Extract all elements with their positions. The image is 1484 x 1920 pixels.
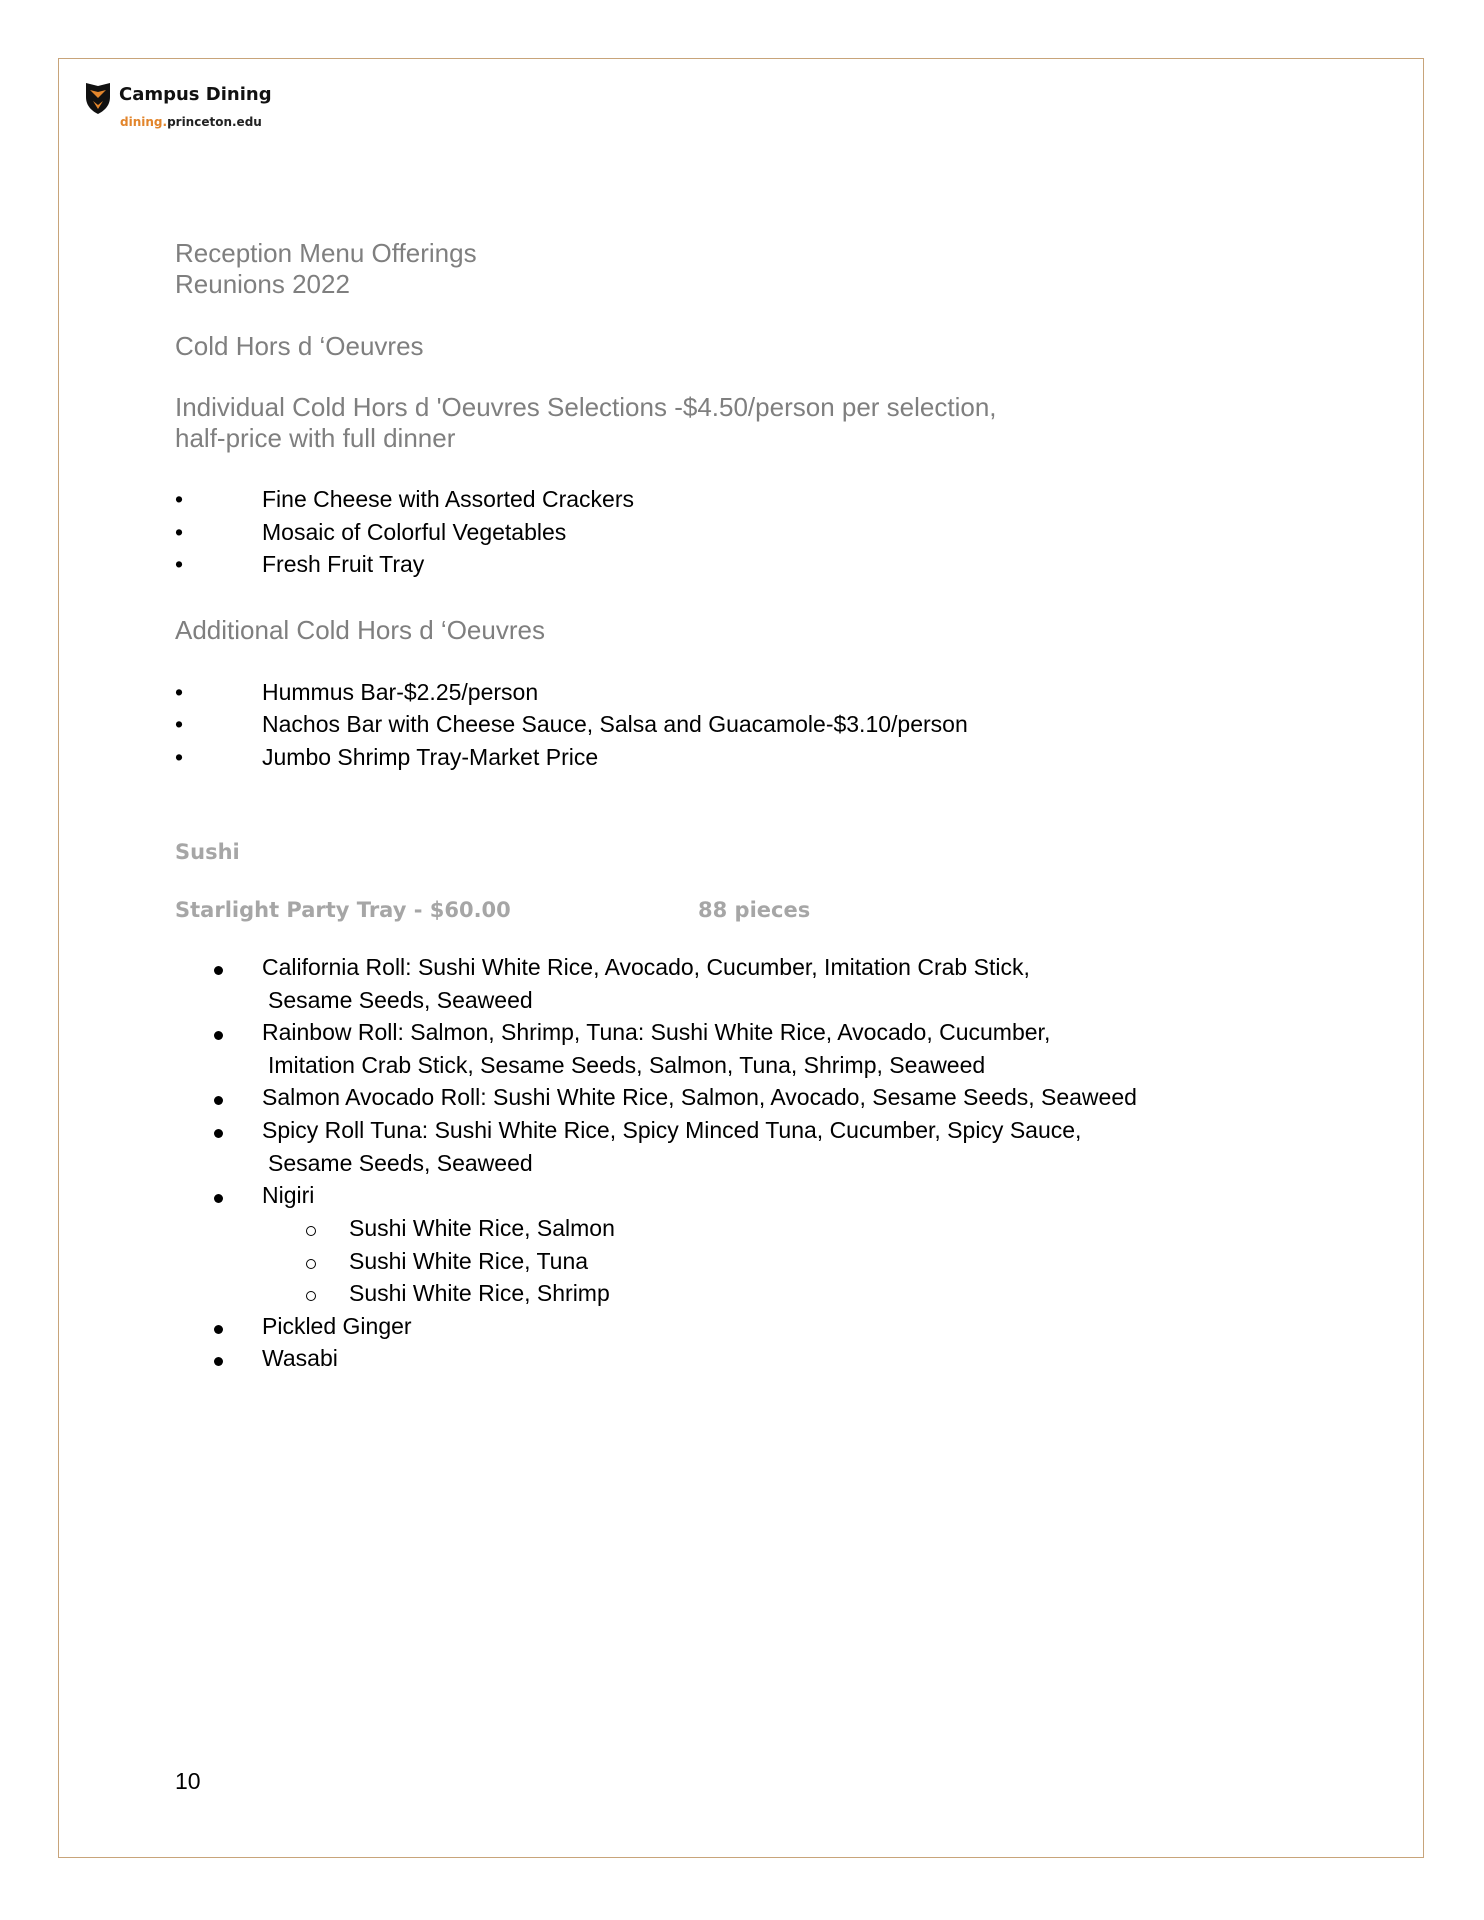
list-item: Fresh Fruit Tray [262, 551, 425, 577]
list-item: Jumbo Shrimp Tray-Market Price [262, 744, 599, 770]
logo-brand-text: Campus Dining [119, 84, 272, 105]
list-item: Spicy Roll Tuna: Sushi White Rice, Spicy Minced Tuna, Cucumber, Spicy Sauce, [262, 1117, 1082, 1143]
list-item: Nigiri [262, 1182, 315, 1208]
bullet-icon [214, 1357, 223, 1366]
bullet-icon: • [175, 486, 184, 512]
bullet-icon: • [175, 711, 184, 737]
logo-url [120, 115, 262, 129]
list-item: Nachos Bar with Cheese Sauce, Salsa and Guacamole-$3.10/person [262, 711, 968, 737]
bullet-icon: • [175, 744, 184, 770]
list-item: Salmon Avocado Roll: Sushi White Rice, Salmon, Avocado, Sesame Seeds, Seaweed [262, 1084, 1137, 1110]
circle-bullet-icon [306, 1259, 316, 1269]
individual-pricing-line-2: half-price with full dinner [175, 423, 456, 453]
list-item: Pickled Ginger [262, 1313, 412, 1339]
sub-list-item: Sushi White Rice, Salmon [349, 1215, 615, 1241]
bullet-icon: • [175, 679, 184, 705]
bullet-icon: • [175, 519, 184, 545]
sub-list-item: Sushi White Rice, Shrimp [349, 1280, 610, 1306]
bullet-icon: • [175, 551, 184, 577]
list-item: California Roll: Sushi White Rice, Avocado, Cucumber, Imitation Crab Stick, [262, 954, 1030, 980]
bullet-icon [214, 1325, 223, 1334]
list-item: Hummus Bar-$2.25/person [262, 679, 539, 705]
list-item: Fine Cheese with Assorted Crackers [262, 486, 634, 512]
page-number: 10 [175, 1768, 201, 1794]
logo-url-rest: princeton.edu [167, 115, 262, 129]
section-additional-heading: Additional Cold Hors d ‘Oeuvres [175, 615, 545, 645]
bullet-icon [214, 1194, 223, 1203]
page-subtitle: Reunions 2022 [175, 269, 350, 299]
list-item: Wasabi [262, 1345, 338, 1371]
section-cold-heading: Cold Hors d ‘Oeuvres [175, 331, 424, 361]
list-item: Rainbow Roll: Salmon, Shrimp, Tuna: Sushi White Rice, Avocado, Cucumber, [262, 1019, 1051, 1045]
sub-list-item: Sushi White Rice, Tuna [349, 1248, 589, 1274]
individual-pricing-line-1: Individual Cold Hors d 'Oeuvres Selections -$4.50/person per selection, [175, 392, 997, 422]
tray-pieces: 88 pieces [698, 898, 811, 922]
shield-icon [84, 81, 112, 115]
bullet-icon [214, 966, 223, 975]
bullet-icon [214, 1096, 223, 1105]
sushi-heading: Sushi [175, 840, 240, 864]
list-item-continuation: Sesame Seeds, Seaweed [268, 1150, 533, 1176]
circle-bullet-icon [306, 1291, 316, 1301]
list-item-continuation: Sesame Seeds, Seaweed [268, 987, 533, 1013]
list-item: Mosaic of Colorful Vegetables [262, 519, 567, 545]
logo-url-accent: dining. [120, 115, 168, 129]
circle-bullet-icon [306, 1226, 316, 1236]
page-title: Reception Menu Offerings [175, 238, 477, 268]
tray-label: Starlight Party Tray - $60.00 [175, 898, 511, 922]
bullet-icon [214, 1129, 223, 1138]
bullet-icon [214, 1031, 223, 1040]
list-item-continuation: Imitation Crab Stick, Sesame Seeds, Salmon, Tuna, Shrimp, Seaweed [268, 1052, 986, 1078]
